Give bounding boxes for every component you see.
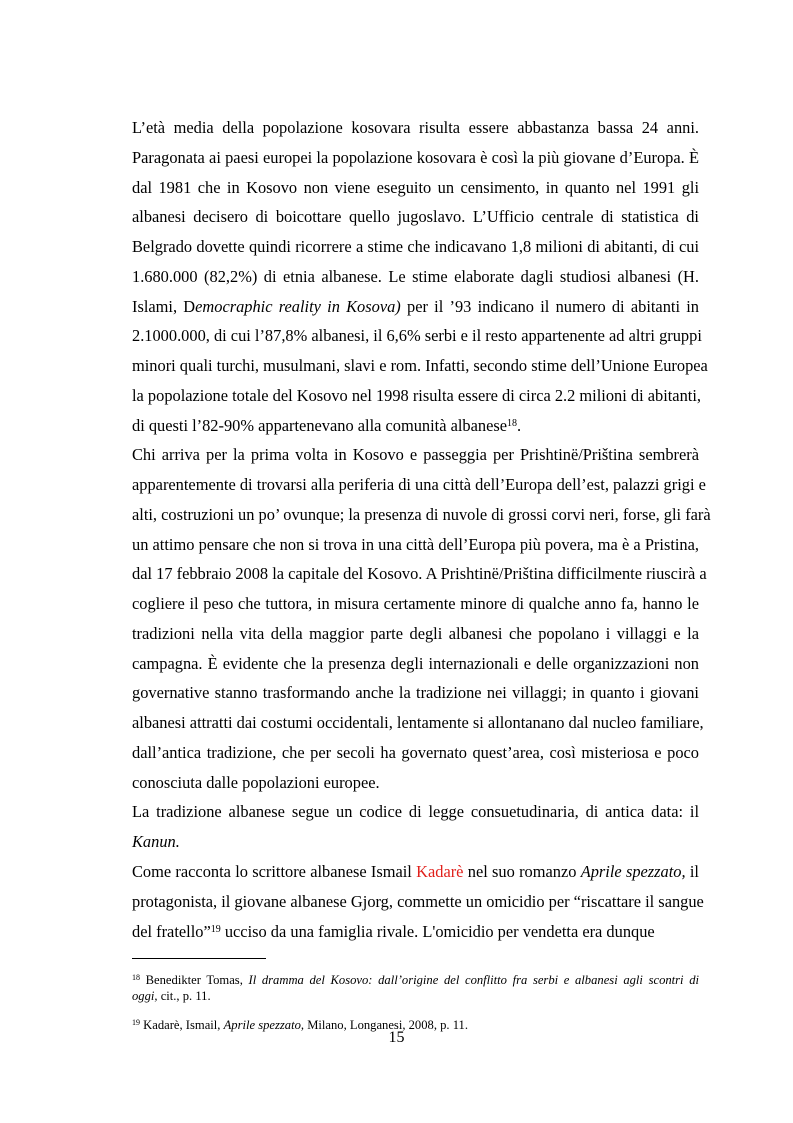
footnote-line — [132, 972, 699, 988]
text-run: Milano, Longanesi, 2008, p. 11. — [304, 1018, 468, 1032]
italic-text: emocraphic reality in Kosova) — [195, 296, 401, 316]
text-run: 1.680.000 (82,2%) di etnia albanese. Le stime elaborate dagli studiosi albanesi (H. — [132, 266, 699, 286]
text-run: cogliere il peso che tuttora, in misura certamente minore di qualche anno fa, hanno le — [132, 594, 699, 614]
text-run: conosciuta dalle popolazioni europee. — [132, 772, 380, 792]
text-line — [132, 207, 699, 227]
text-line — [132, 356, 708, 376]
text-run: Islami, D — [132, 296, 196, 316]
text-run: Chi arriva per la prima volta in Kosovo e passeggia per Prishtinë/Priština sembrerà — [132, 445, 699, 465]
highlighted-name: Kadarè — [416, 862, 464, 881]
footnote-reference: 19 — [132, 1018, 140, 1027]
page-number: 15 — [388, 1029, 405, 1046]
text-run: dall’antica tradizione, che per secoli ha governato quest’area, così misteriosa e poco — [132, 742, 699, 762]
text-run: cit., p. 11. — [157, 989, 211, 1003]
text-run: un attimo pensare che non si trova in una città dell’Europa più povera, ma è a Pristina, — [132, 534, 699, 554]
text-run: albanesi attratti dai costumi occidentali, lentamente si allontanano dal nucleo familiare, — [132, 713, 704, 733]
text-line — [132, 891, 704, 912]
text-line — [132, 862, 699, 882]
text-line — [132, 267, 699, 287]
text-run: albanesi decisero di boicottare quello jugoslavo. L’Ufficio centrale di statistica di — [132, 207, 699, 227]
text-line — [132, 564, 707, 584]
text-line — [132, 504, 711, 525]
text-line — [132, 922, 699, 942]
text-run: la popolazione totale del Kosovo nel 1998 risulta essere di circa 2.2 milioni di abitanti, — [132, 385, 701, 405]
text-line — [132, 148, 699, 168]
text-run: 2.1000.000, di cui l’87,8% albanesi, il 6,6% serbi e il resto appartenente ad altri gruppi — [132, 326, 702, 346]
footnote-separator — [132, 958, 266, 959]
text-run: campagna. È evidente che la presenza degli internazionali e delle organizzazioni non — [132, 653, 699, 673]
italic-text: oggi, — [132, 989, 158, 1003]
text-line — [132, 535, 699, 555]
text-line — [132, 416, 699, 436]
text-line — [132, 386, 699, 406]
text-run: tradizioni nella vita della maggior parte degli albanesi che popolano i villaggi e la — [132, 623, 699, 643]
text-line — [132, 237, 699, 257]
italic-text: Il dramma del Kosovo: dall’origine del conflitto fra serbi e albanesi agli scontri di — [248, 973, 700, 987]
text-line — [132, 297, 699, 317]
text-line — [132, 832, 699, 852]
text-line — [132, 624, 699, 644]
text-line — [132, 683, 699, 703]
text-line — [132, 475, 706, 495]
text-run: governative stanno trasformando anche la tradizione nei villaggi; in quanto i giovani — [132, 683, 699, 703]
italic-text: Kanun. — [132, 832, 180, 852]
text-run: Benedikter Tomas, — [140, 973, 249, 987]
text-run: Come racconta lo scrittore albanese Ismail — [132, 862, 417, 881]
text-line — [132, 326, 702, 346]
text-run: per il ’93 indicano il numero di abitanti in — [400, 296, 699, 316]
footnote-reference: 19 — [210, 923, 221, 935]
text-run: alti, costruzioni un po’ ovunque; la presenza di nuvole di grossi corvi neri, forse, gli farà — [132, 504, 711, 524]
text-run: il — [685, 862, 699, 881]
text-run: protagonista, il giovane albanese Gjorg, commette un omicidio per “riscattare il sangue — [132, 891, 704, 911]
text-run: ucciso da una famiglia rivale. L'omicidio per vendetta era dunque — [220, 921, 655, 941]
text-run: Kadarè, Ismail, — [140, 1018, 224, 1032]
text-run: nel suo romanzo — [463, 862, 581, 881]
footnote-reference: 18 — [507, 417, 518, 429]
text-run: L’età media della popolazione kosovara risulta essere abbastanza bassa 24 anni. — [132, 118, 699, 137]
text-run: minori quali turchi, musulmani, slavi e rom. Infatti, secondo stime dell’Unione Europea — [132, 356, 708, 376]
italic-text: Aprile spezzato, — [580, 862, 686, 881]
text-line — [132, 713, 704, 733]
text-run: del fratello” — [132, 921, 211, 941]
text-run: dal 17 febbraio 2008 la capitale del Kosovo. A Prishtinë/Priština difficilmente riuscirà a — [132, 564, 707, 584]
footnote-line — [132, 988, 699, 1004]
text-line — [132, 594, 699, 614]
text-run: . — [517, 415, 522, 435]
text-run: Belgrado dovette quindi ricorrere a stime che indicavano 1,8 milioni di abitanti, di cui — [132, 237, 699, 257]
text-line — [132, 743, 699, 763]
italic-text: Aprile spezzato, — [223, 1018, 305, 1032]
footnote-reference: 18 — [132, 973, 140, 982]
text-run: Paragonata ai paesi europei la popolazione kosovara è così la più giovane d’Europa. È — [132, 147, 699, 167]
text-line — [132, 654, 699, 674]
text-line — [132, 802, 699, 822]
text-run: La tradizione albanese segue un codice di legge consuetudinaria, di antica data: il — [132, 802, 699, 822]
text-run: dal 1981 che in Kosovo non viene eseguito un censimento, in quanto nel 1991 gli — [132, 177, 699, 197]
text-run: apparentemente di trovarsi alla periferia di una città dell’Europa dell’est, palazzi grigi e — [132, 475, 706, 495]
text-line — [132, 773, 699, 793]
text-line — [132, 118, 699, 138]
text-line — [132, 445, 699, 465]
text-run: di questi l’82-90% appartenevano alla comunità albanese — [132, 415, 508, 435]
text-line — [132, 178, 699, 198]
